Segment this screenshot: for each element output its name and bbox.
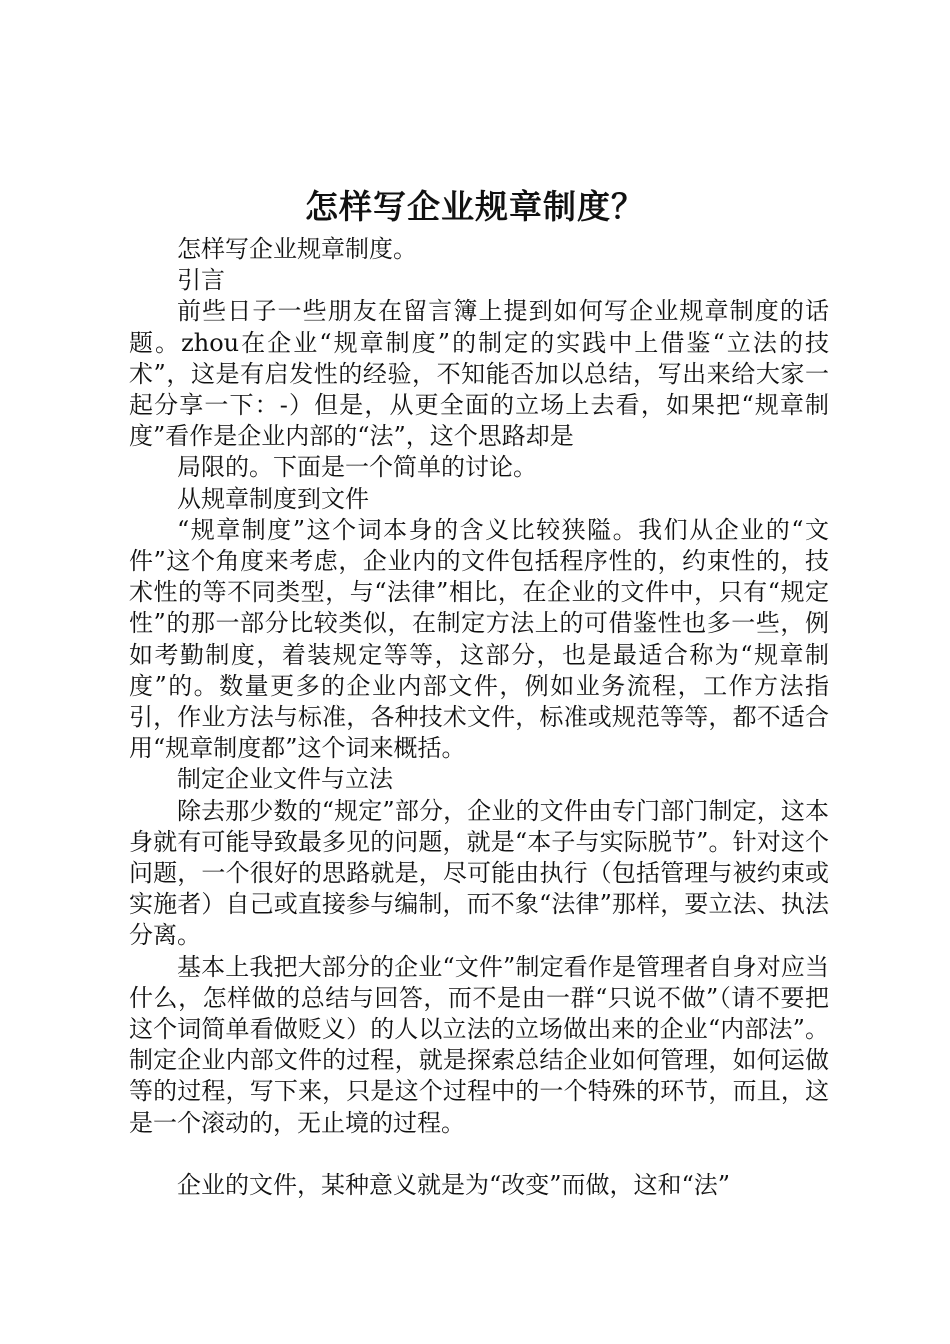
- heading-rules-to-documents: 从规章制度到文件: [177, 484, 369, 513]
- document-title: 怎样写企业规章制度？: [305, 187, 645, 226]
- paragraph-rules-to-documents: “规章制度”这个词本身的含义比较狭隘。我们从企业的“文件”这个角度来考虑，企业内的文件包括程序性的，约束性的，技术性的等不同类型，与“法律”相比，在企业的文件中，只有“规定性”的那一部分比较类似，在制定方法上的可借鉴性也多一些，例如考勤制度，着装规定等等，这部分，也是最适合称为“规章制度”的。数量更多的企业内部文件，例如业务流程，工作方法指引，作业方法与标准，各种技术文件，标准或规范等等，都不适合用“规章制度都”这个词来概括。: [129, 515, 829, 763]
- document-body: [129, 234, 829, 1201]
- paragraph-intro-continued: 局限的。下面是一个简单的讨论。: [177, 453, 537, 482]
- paragraph-documents-department: 除去那少数的“规定”部分，企业的文件由专门部门制定，这本身就有可能导致最多见的问题，就是“本子与实际脱节”。针对这个问题，一个很好的思路就是，尽可能由执行（包括管理与被约束或实施者）自己或直接参与编制，而不象“法律”那样，要立法、执法分离。: [129, 796, 829, 950]
- paragraph-documents-change: 企业的文件，某种意义就是为“改变”而做，这和“法”: [177, 1170, 731, 1199]
- heading-intro: 引言: [177, 266, 225, 295]
- heading-documents-and-legislation: 制定企业文件与立法: [177, 765, 393, 794]
- paragraph-documents-management: 基本上我把大部分的企业“文件”制定看作是管理者自身对应当什么，怎样做的总结与回答，而不是由一群“只说不做”（请不要把这个词简单看做贬义）的人以立法的立场做出来的企业“内部法”。制定企业内部文件的过程，就是探索总结企业如何管理，如何运做等的过程，写下来，只是这个过程中的一个特殊的环节，而且，这是一个滚动的，无止境的过程。: [129, 952, 829, 1137]
- paragraph-subtitle: 怎样写企业规章制度。: [177, 235, 417, 263]
- paragraph-intro: 前些日子一些朋友在留言簿上提到如何写企业规章制度的话题。zhou在企业“规章制度”的制定的实践中上借鉴“立法的技术”，这是有启发性的经验，不知能否加以总结，写出来给大家一起分享一下：-）但是，从更全面的立场上去看，如果把“规章制度”看作是企业内部的“法”，这个思路却是: [129, 297, 829, 451]
